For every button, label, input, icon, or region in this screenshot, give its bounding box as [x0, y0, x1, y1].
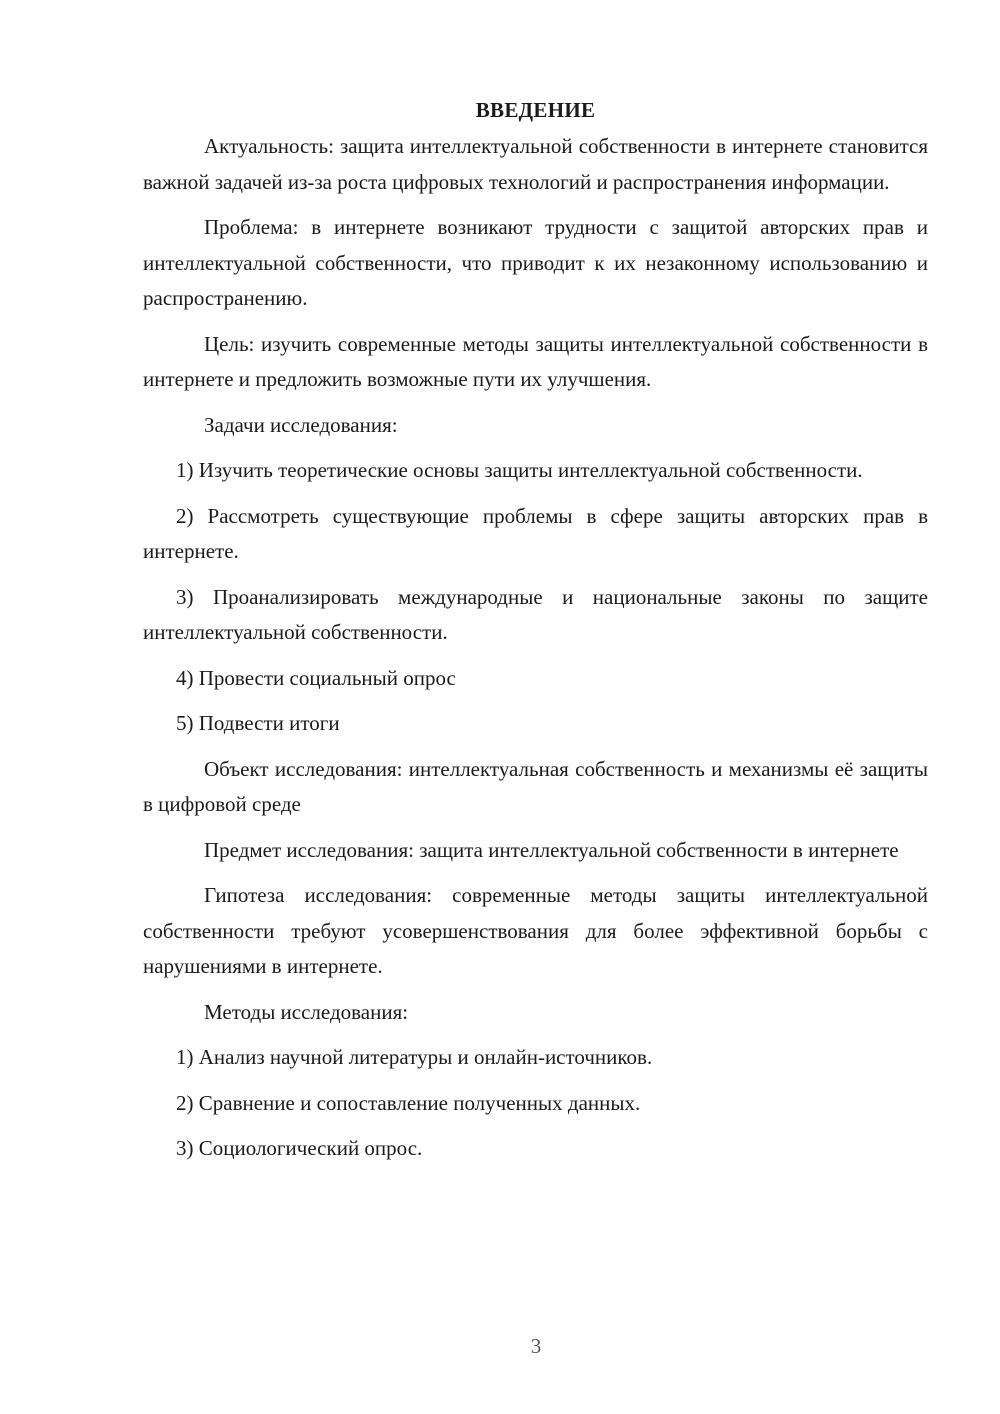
list-item-method-3: 3) Социологический опрос.	[176, 1136, 423, 1160]
paragraph-methods-heading: Методы исследования:	[204, 999, 409, 1024]
list-item-task-2: 2) Рассмотреть существующие проблемы в сфере защиты авторских прав в интернете.	[143, 503, 928, 563]
paragraph-object: Объект исследования: интеллектуальная собственность и механизмы её защиты в цифровой среде	[143, 756, 928, 816]
page-content	[143, 95, 928, 1177]
paragraph-goal: Цель: изучить современные методы защиты интеллектуальной собственности в интернете и предложить возможные пути их улучшения.	[143, 331, 928, 391]
list-item-task-5: 5) Подвести итоги	[176, 711, 340, 735]
list-item-task-4: 4) Провести социальный опрос	[176, 665, 456, 690]
paragraph-relevance: Актуальность: защита интеллектуальной собственности в интернете становится важной задачей из-за роста цифровых технологий и распространения информации.	[143, 134, 928, 194]
list-item-task-3: 3) Проанализировать международные и национальные законы по защите интеллектуальной собственности.	[143, 584, 928, 644]
list-item-task-1: 1) Изучить теоретические основы защиты интеллектуальной собственности.	[176, 458, 863, 482]
page-number: 3	[530, 1334, 542, 1358]
list-item-method-2: 2) Сравнение и сопоставление полученных данных.	[176, 1090, 641, 1115]
paragraph-tasks-heading: Задачи исследования:	[204, 412, 398, 437]
paragraph-subject: Предмет исследования: защита интеллектуальной собственности в интернете	[204, 837, 899, 862]
section-title: ВВЕДЕНИЕ	[475, 98, 596, 122]
paragraph-problem: Проблема: в интернете возникают трудности с защитой авторских прав и интеллектуальной собственности, что приводит к их незаконному использованию и распространению.	[143, 215, 928, 310]
list-item-method-1: 1) Анализ научной литературы и онлайн-источников.	[176, 1045, 653, 1069]
paragraph-hypothesis: Гипотеза исследования: современные методы защиты интеллектуальной собственности требуют усовершенствования для более эффективной борьбы с нарушениями в интернете.	[143, 883, 928, 978]
